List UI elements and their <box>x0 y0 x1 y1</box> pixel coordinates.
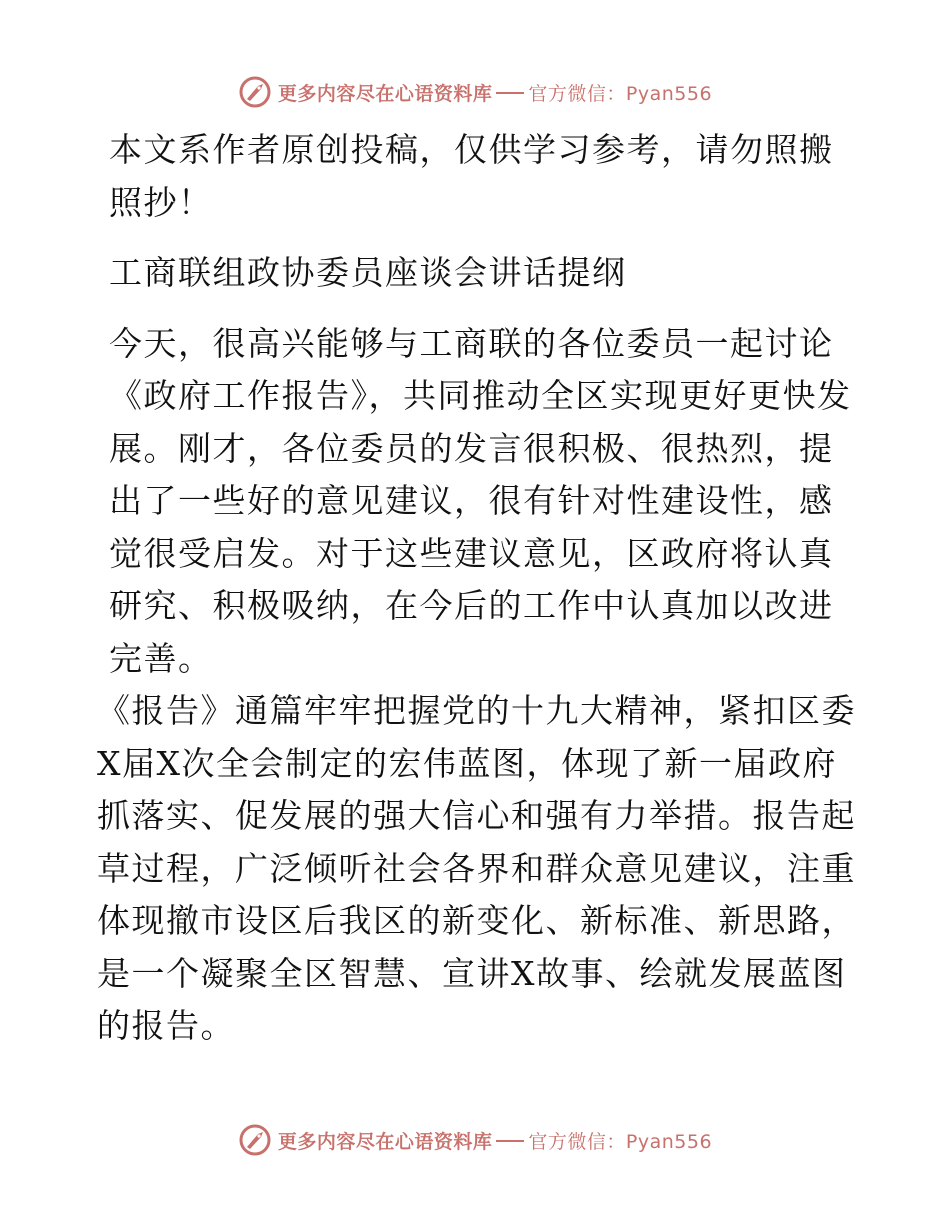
watermark-text <box>278 1127 712 1154</box>
pen-nib-circle-icon <box>238 1123 272 1157</box>
watermark-text <box>278 79 712 106</box>
watermark-suffix: 官方微信：Pyan556 <box>528 82 713 105</box>
pen-nib-circle-icon <box>238 75 272 109</box>
paragraph-2: 《报告》通篇牢牢把握党的十九大精神，紧扣区委X届X次全会制定的宏伟蓝图，体现了新一届政府抓落实、促发展的强大信心和强有力举措。报告起草过程，广泛倾听社会各界和群众意见建议，注重体现撤市设区后我区的新变化、新标准、新思路，是一个凝聚全区智慧、宣讲X故事、绘就发展蓝图的报告。 <box>97 691 856 1045</box>
watermark-dash <box>496 1140 524 1142</box>
document-body <box>97 124 857 1053</box>
watermark-footer <box>0 1120 950 1160</box>
watermark-main: 更多内容尽在心语资料库 <box>277 82 493 105</box>
paragraph-1: 今天，很高兴能够与工商联的各位委员一起讨论《政府工作报告》，共同推动全区实现更好更快发展。刚才，各位委员的发言很积极、很热烈，提出了一些好的意见建议，很有针对性建设性，感觉很受启发。对于这些建议意见，区政府将认真研究、积极吸纳，在今后的工作中认真加以改进完善。 <box>109 323 852 678</box>
document-title: 工商联组政协委员座谈会讲话提纲 <box>109 253 627 292</box>
copyright-notice: 本文系作者原创投稿，仅供学习参考，请勿照搬照抄！ <box>109 130 834 222</box>
watermark-dash <box>496 92 524 94</box>
watermark-main: 更多内容尽在心语资料库 <box>277 1130 493 1153</box>
watermark-suffix: 官方微信：Pyan556 <box>528 1130 713 1153</box>
watermark-header <box>0 72 950 112</box>
